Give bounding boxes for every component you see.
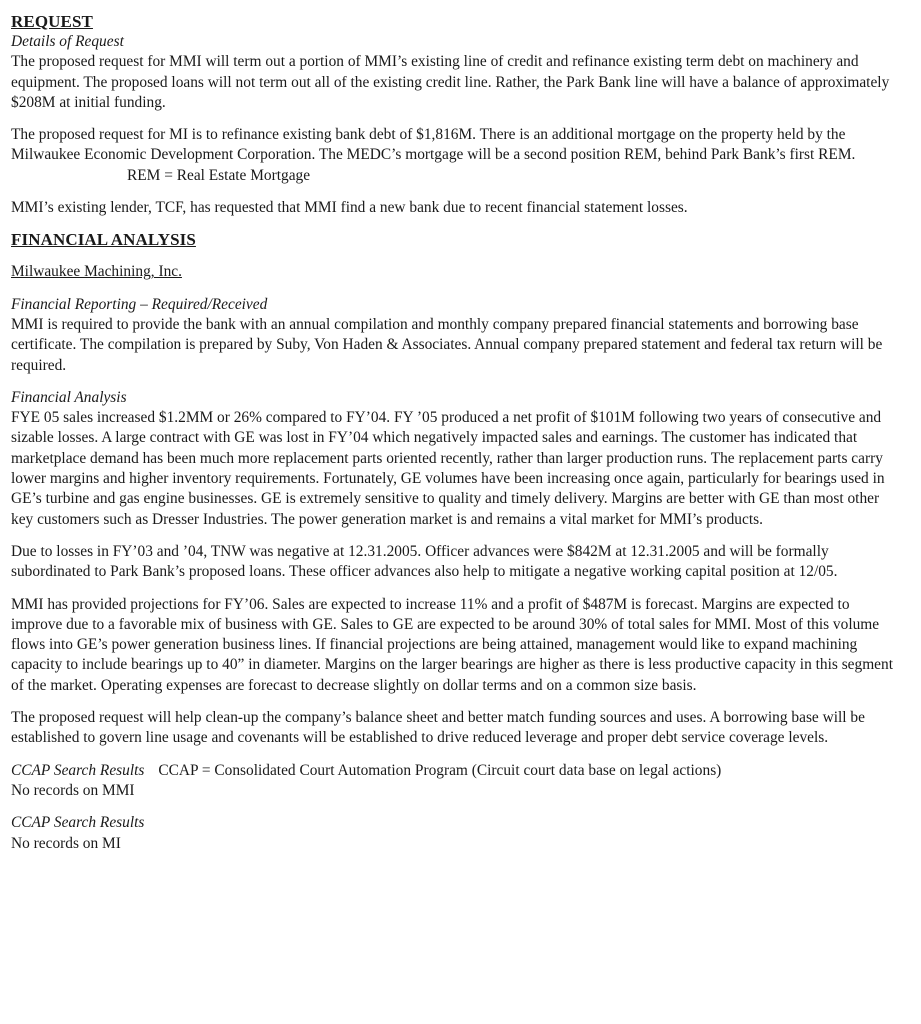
analysis-paragraph-2: Due to losses in FY’03 and ’04, TNW was negative at 12.31.2005. Officer advances were $842M at 12.31.2005 and will be formally subordinated to Park Bank’s proposed loans. These officer advances also help to mitigate a negative working capital position at 12/05. bbox=[11, 542, 838, 581]
ccap-search-heading-2: CCAP Search Results bbox=[11, 814, 145, 832]
request-paragraph-3: MMI’s existing lender, TCF, has requested that MMI find a new bank due to recent financial statement losses. bbox=[11, 199, 688, 217]
financial-analysis-subheading: Financial Analysis bbox=[11, 388, 127, 406]
ccap-definition: CCAP = Consolidated Court Automation Program (Circuit court data base on legal actions) bbox=[158, 761, 722, 779]
analysis-paragraph-3: MMI has provided projections for FY’06. Sales are expected to increase 11% and a profit of $487M is forecast. Margins are expected to improve due to a favorable mix of business with GE. Sales to GE are expected to be around 30% of total sales for MMI. Most of this volume flows into GE’s power generation business lines. If financial projections are being attained, management would like to expand machining capacity to include bearings up to 40” in diameter. Margins on the larger bearings are higher as there is less productive capacity in this segment of the market. Operating expenses are forecast to decrease slightly on dollar terms and on a common size basis. bbox=[11, 595, 893, 694]
ccap-result-1: No records on MMI bbox=[11, 781, 135, 799]
request-paragraph-2-text: The proposed request for MI is to refinance existing bank debt of $1,816M. There is an additional mortgage on the property held by the Milwaukee Economic Development Corporation. The MEDC’s mortgage will be a second position REM, behind Park Bank’s first REM. bbox=[11, 126, 856, 164]
financial-analysis-heading: FINANCIAL ANALYSIS bbox=[11, 230, 196, 250]
details-subheading: Details of Request bbox=[11, 33, 124, 50]
request-paragraph-2 bbox=[11, 125, 901, 186]
analysis-paragraph-4: The proposed request will help clean-up the company’s balance sheet and better match funding sources and uses. A borrowing base will be established to govern line usage and covenants will be established to drive reduced leverage and proper debt service coverage levels. bbox=[11, 709, 865, 747]
company-name: Milwaukee Machining, Inc. bbox=[11, 263, 182, 281]
request-paragraph-1: The proposed request for MMI will term out a portion of MMI’s existing line of credit and refinance existing term debt on machinery and equipment. The proposed loans will not term out all of the existing credit line. Rather, the Park Bank line will have a balance of approximately $208M at initial funding. bbox=[11, 53, 890, 111]
ccap-result-2: No records on MI bbox=[11, 834, 121, 852]
analysis-paragraph-1: FYE 05 sales increased $1.2MM or 26% compared to FY’04. FY ’05 produced a net profit of $101M following two years of consecutive and sizable losses. A large contract with GE was lost in FY’04 which negatively impacted sales and earnings. The customer has indicated that marketplace demand has been much more replacement parts oriented recently, rather than larger production runs. The replacement parts carry lower margins and higher inventory requirements. Fortunately, GE volumes have been increasing once again, particularly for bearings used in GE’s turbine and gas engine businesses. GE is extremely sensitive to quality and timely delivery. Margins are better with GE than most other key customers such as Dresser Industries. The power generation market is and remains a vital market for MMI’s products. bbox=[11, 409, 885, 528]
financial-reporting-text: MMI is required to provide the bank with an annual compilation and monthly company prepared financial statements and borrowing base certificate. The compilation is prepared by Suby, Von Haden & Associates. Annual company prepared statement and federal tax return will be required. bbox=[11, 315, 883, 374]
ccap-search-heading-1: CCAP Search Results bbox=[11, 761, 145, 779]
financial-reporting-heading: Financial Reporting – Required/Received bbox=[11, 295, 268, 313]
request-heading: REQUEST bbox=[11, 12, 93, 31]
rem-definition: REM = Real Estate Mortgage bbox=[127, 166, 311, 184]
ccap-line-1 bbox=[11, 761, 901, 781]
